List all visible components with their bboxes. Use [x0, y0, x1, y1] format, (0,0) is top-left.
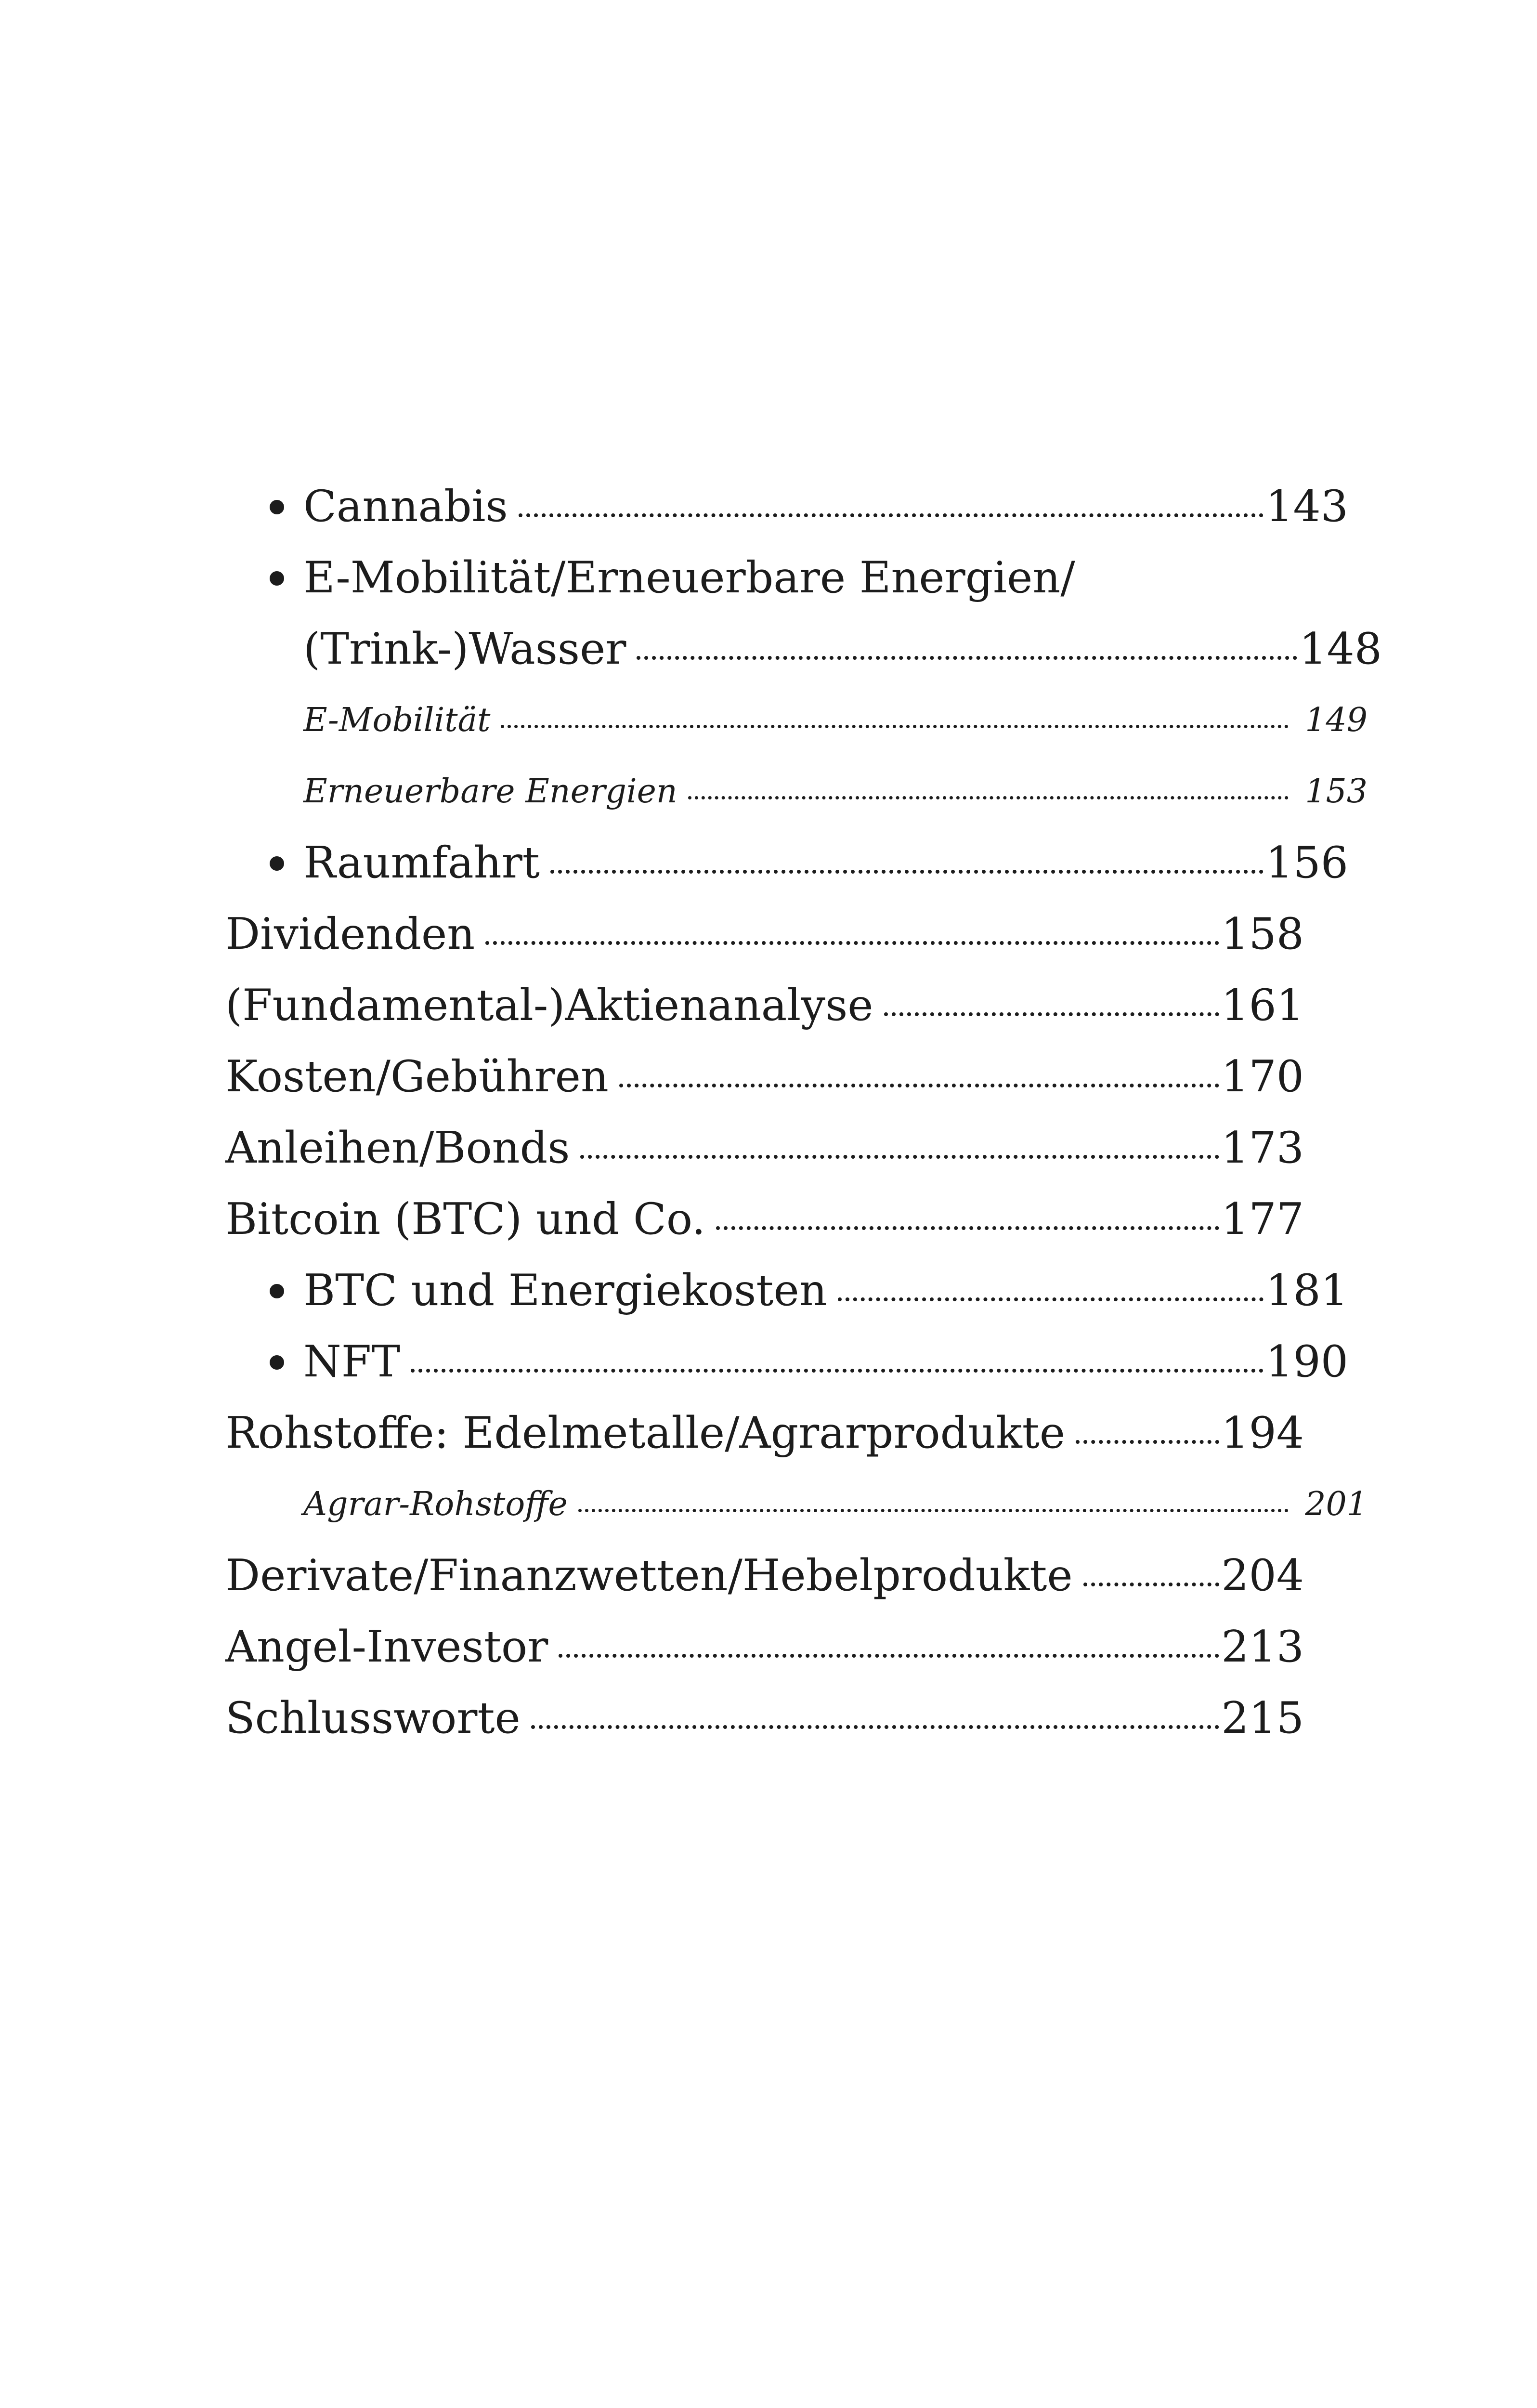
toc-page-number: 158: [1221, 909, 1304, 959]
toc-entry-bitcoin: [225, 1184, 1304, 1255]
toc-entry-anleihen-bonds: [225, 1112, 1304, 1184]
toc-entry-title: (Fundamental-)Aktienanalyse: [225, 980, 873, 1031]
bullet-icon: [270, 827, 303, 899]
dot-leader: [688, 796, 1289, 799]
toc-entry-title: E-Mobilität/Erneuerbare Energien/: [303, 552, 1075, 603]
toc-entry-e-mobilitaet-erneuerbare: [225, 542, 1348, 614]
toc-entry-title: NFT: [303, 1336, 401, 1387]
dot-leader: [637, 656, 1297, 660]
toc-page-number: 156: [1265, 838, 1348, 888]
bullet-icon: [270, 1255, 303, 1326]
toc-page-number: 170: [1221, 1051, 1304, 1102]
dot-leader: [716, 1226, 1219, 1230]
dot-leader: [559, 1654, 1219, 1658]
bullet-icon: [270, 542, 303, 614]
bullet-icon: [270, 1326, 303, 1398]
toc-page-number: 148: [1299, 624, 1382, 674]
toc-page-number: 149: [1305, 701, 1368, 739]
toc-page-number: 215: [1221, 1693, 1304, 1743]
toc-entry-title: Bitcoin (BTC) und Co.: [225, 1194, 706, 1244]
toc-entry-trink-wasser: [225, 614, 1382, 685]
toc-entry-kosten-gebuehren: [225, 1041, 1304, 1112]
dot-leader: [411, 1369, 1263, 1373]
toc-entry-schlussworte: [225, 1683, 1304, 1754]
toc-entry-title: Cannabis: [303, 481, 508, 532]
toc-page-number: 181: [1265, 1265, 1348, 1316]
toc-entry-raumfahrt: [225, 827, 1348, 899]
toc-entry-title: Schlussworte: [225, 1693, 521, 1743]
toc-page-number: 153: [1305, 772, 1368, 811]
toc-page-number: 161: [1221, 980, 1304, 1031]
dot-leader: [485, 941, 1219, 945]
toc-page-number: 201: [1305, 1485, 1368, 1523]
toc-entry-aktienanalyse: [225, 970, 1304, 1041]
toc-entry-rohstoffe: [225, 1398, 1304, 1469]
dot-leader: [1076, 1440, 1219, 1444]
toc-entry-title: Dividenden: [225, 909, 475, 959]
toc-entry-title: Erneuerbare Energien: [303, 772, 677, 811]
toc-page-number: 194: [1221, 1408, 1304, 1458]
dot-leader: [838, 1297, 1264, 1301]
toc-entry-title: Derivate/Finanzwetten/Hebelprodukte: [225, 1550, 1073, 1601]
toc-entry-title: Agrar-Rohstoffe: [303, 1485, 568, 1523]
toc-entry-title: Anleihen/Bonds: [225, 1123, 570, 1173]
table-of-contents: [225, 471, 1382, 1754]
toc-page-number: 177: [1221, 1194, 1304, 1244]
toc-entry-btc-energiekosten: [225, 1255, 1348, 1326]
dot-leader: [619, 1084, 1219, 1087]
toc-entry-title: Rohstoffe: Edelmetalle/Agrarprodukte: [225, 1408, 1066, 1458]
toc-entry-nft: [225, 1326, 1348, 1398]
toc-entry-title: (Trink-)Wasser: [303, 624, 626, 674]
dot-leader: [519, 513, 1264, 517]
dot-leader: [501, 725, 1289, 728]
dot-leader: [1083, 1583, 1220, 1586]
toc-page-number: 213: [1221, 1622, 1304, 1672]
dot-leader: [531, 1725, 1219, 1729]
toc-entry-agrar-rohstoffe: [225, 1469, 1382, 1540]
toc-entry-title: Raumfahrt: [303, 838, 540, 888]
dot-leader: [884, 1012, 1220, 1016]
toc-page-number: 190: [1265, 1336, 1348, 1387]
toc-entry-dividenden: [225, 899, 1304, 970]
toc-entry-cannabis: [225, 471, 1348, 542]
toc-page-number: 143: [1265, 481, 1348, 532]
toc-entry-derivate: [225, 1540, 1304, 1611]
toc-page-number: 204: [1221, 1550, 1304, 1601]
dot-leader: [550, 870, 1263, 874]
toc-page-number: 173: [1221, 1123, 1304, 1173]
toc-entry-title: E-Mobilität: [303, 701, 491, 739]
toc-entry-e-mobilitaet: [225, 685, 1382, 756]
toc-entry-erneuerbare-energien: [225, 756, 1382, 827]
toc-entry-title: BTC und Energiekosten: [303, 1265, 827, 1316]
toc-entry-angel-investor: [225, 1611, 1304, 1683]
toc-entry-title: Kosten/Gebühren: [225, 1051, 609, 1102]
dot-leader: [580, 1155, 1219, 1159]
bullet-icon: [270, 471, 303, 542]
toc-entry-title: Angel-Investor: [225, 1622, 548, 1672]
dot-leader: [578, 1509, 1289, 1512]
